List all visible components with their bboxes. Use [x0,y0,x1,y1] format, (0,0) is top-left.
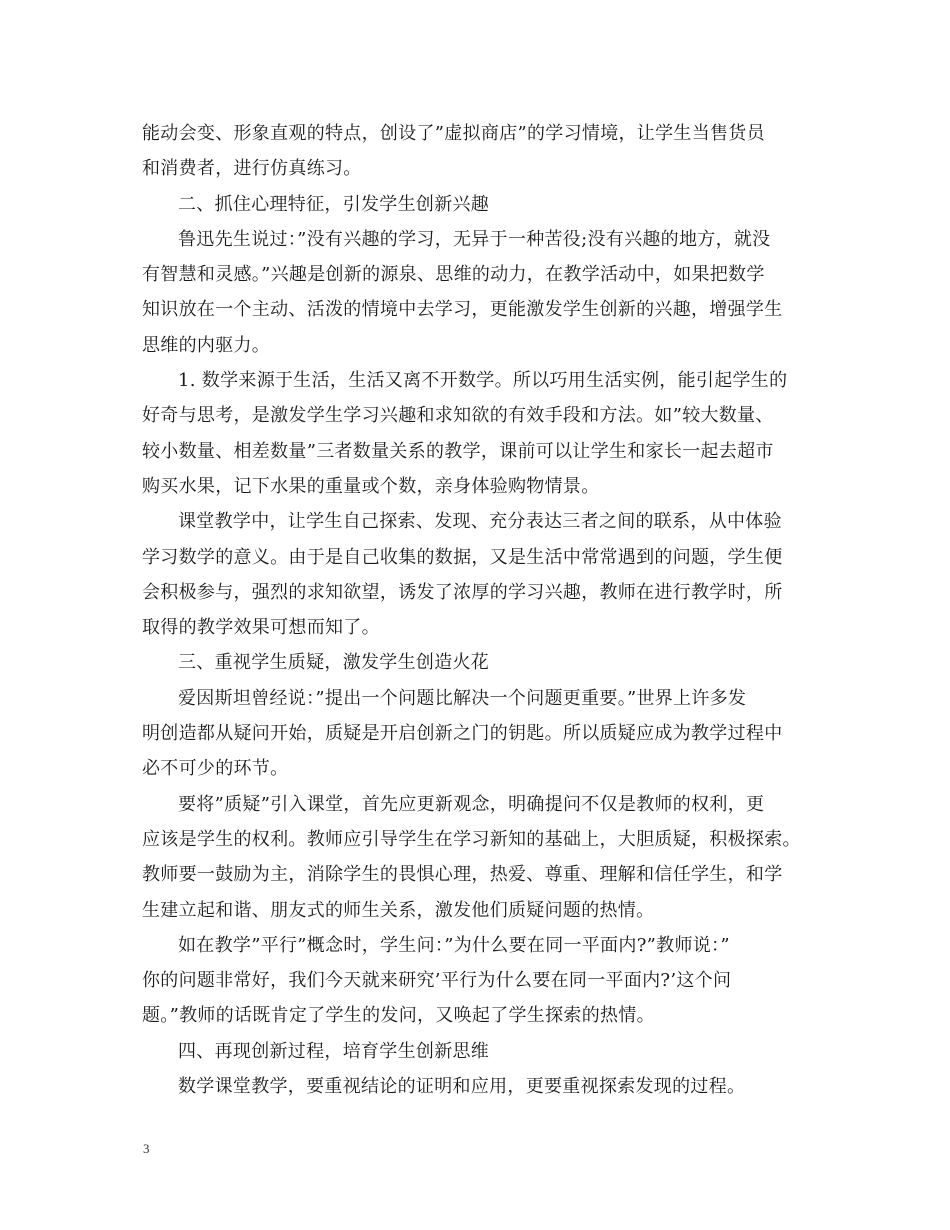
body-line: 必不可少的环节。 [142,758,289,780]
body-line: 鲁迅先生说过：”没有兴趣的学习，无异于一种苦役;没有兴趣的地方，就没 [178,228,771,250]
body-line: 应该是学生的权利。教师应引导学生在学习新知的基础上，大胆质疑，积极探索。 [142,828,801,850]
body-line: 会积极参与，强烈的求知欲望，诱发了浓厚的学习兴趣，教师在进行教学时，所 [142,581,783,603]
body-line: 学习数学的意义。由于是自己收集的数据，又是生活中常常遇到的问题，学生便 [142,546,783,568]
body-line: 数学课堂教学，要重视结论的证明和应用，更要重视探索发现的过程。 [178,1076,746,1098]
document-body [142,116,814,1104]
section-heading: 二、抓住心理特征，引发学生创新兴趣 [178,193,490,215]
section-heading: 三、重视学生质疑，激发学生创造火花 [178,652,490,674]
body-line: 课堂教学中，让学生自己探索、发现、充分表达三者之间的联系，从中体验 [178,511,782,533]
body-line: 1. 数学来源于生活，生活又离不开数学。所以巧用生活实例，能引起学生的 [178,370,788,392]
body-line: 知识放在一个主动、活泼的情境中去学习，更能激发学生创新的兴趣，增强学生 [142,299,783,321]
body-line: 生建立起和谐、朋友式的师生关系，激发他们质疑问题的热情。 [142,899,655,921]
body-line: 思维的内驱力。 [142,334,271,356]
body-line: 和消费者，进行仿真练习。 [142,158,362,180]
page-number: 3 [143,1141,150,1156]
body-line: 要将”质疑”引入课堂，首先应更新观念，明确提问不仅是教师的权利，更 [178,793,765,815]
body-line: 能动会变、形象直观的特点，创设了”虚拟商店”的学习情境，让学生当售货员 [142,123,765,144]
body-line: 题。”教师的话既肯定了学生的发问，又唤起了学生探索的热情。 [142,1005,655,1027]
section-heading: 四、再现创新过程，培育学生创新思维 [178,1040,490,1062]
body-line: 购买水果，记下水果的重量或个数，亲身体验购物情景。 [142,475,600,497]
body-line: 教师要一鼓励为主，消除学生的畏惧心理，热爱、尊重、理解和信任学生，和学 [142,864,783,886]
body-line: 取得的教学效果可想而知了。 [142,617,380,639]
body-line: 明创造都从疑问开始，质疑是开启创新之门的钥匙。所以质疑应成为教学过程中 [142,723,783,745]
body-line: 你的问题非常好，我们今天就来研究’平行为什么要在同一平面内?’这个问 [142,970,732,992]
body-line: 好奇与思考，是激发学生学习兴趣和求知欲的有效手段和方法。如”较大数量、 [142,405,774,427]
body-line: 如在教学”平行”概念时，学生问：”为什么要在同一平面内?”教师说：” [178,934,730,956]
body-line: 爱因斯坦曾经说：”提出一个问题比解决一个问题更重要。”世界上许多发 [178,687,747,709]
body-line: 较小数量、相差数量”三者数量关系的教学，课前可以让学生和家长一起去超市 [142,440,774,462]
body-line: 有智慧和灵感。”兴趣是创新的源泉、思维的动力，在教学活动中，如果把数学 [142,264,765,286]
